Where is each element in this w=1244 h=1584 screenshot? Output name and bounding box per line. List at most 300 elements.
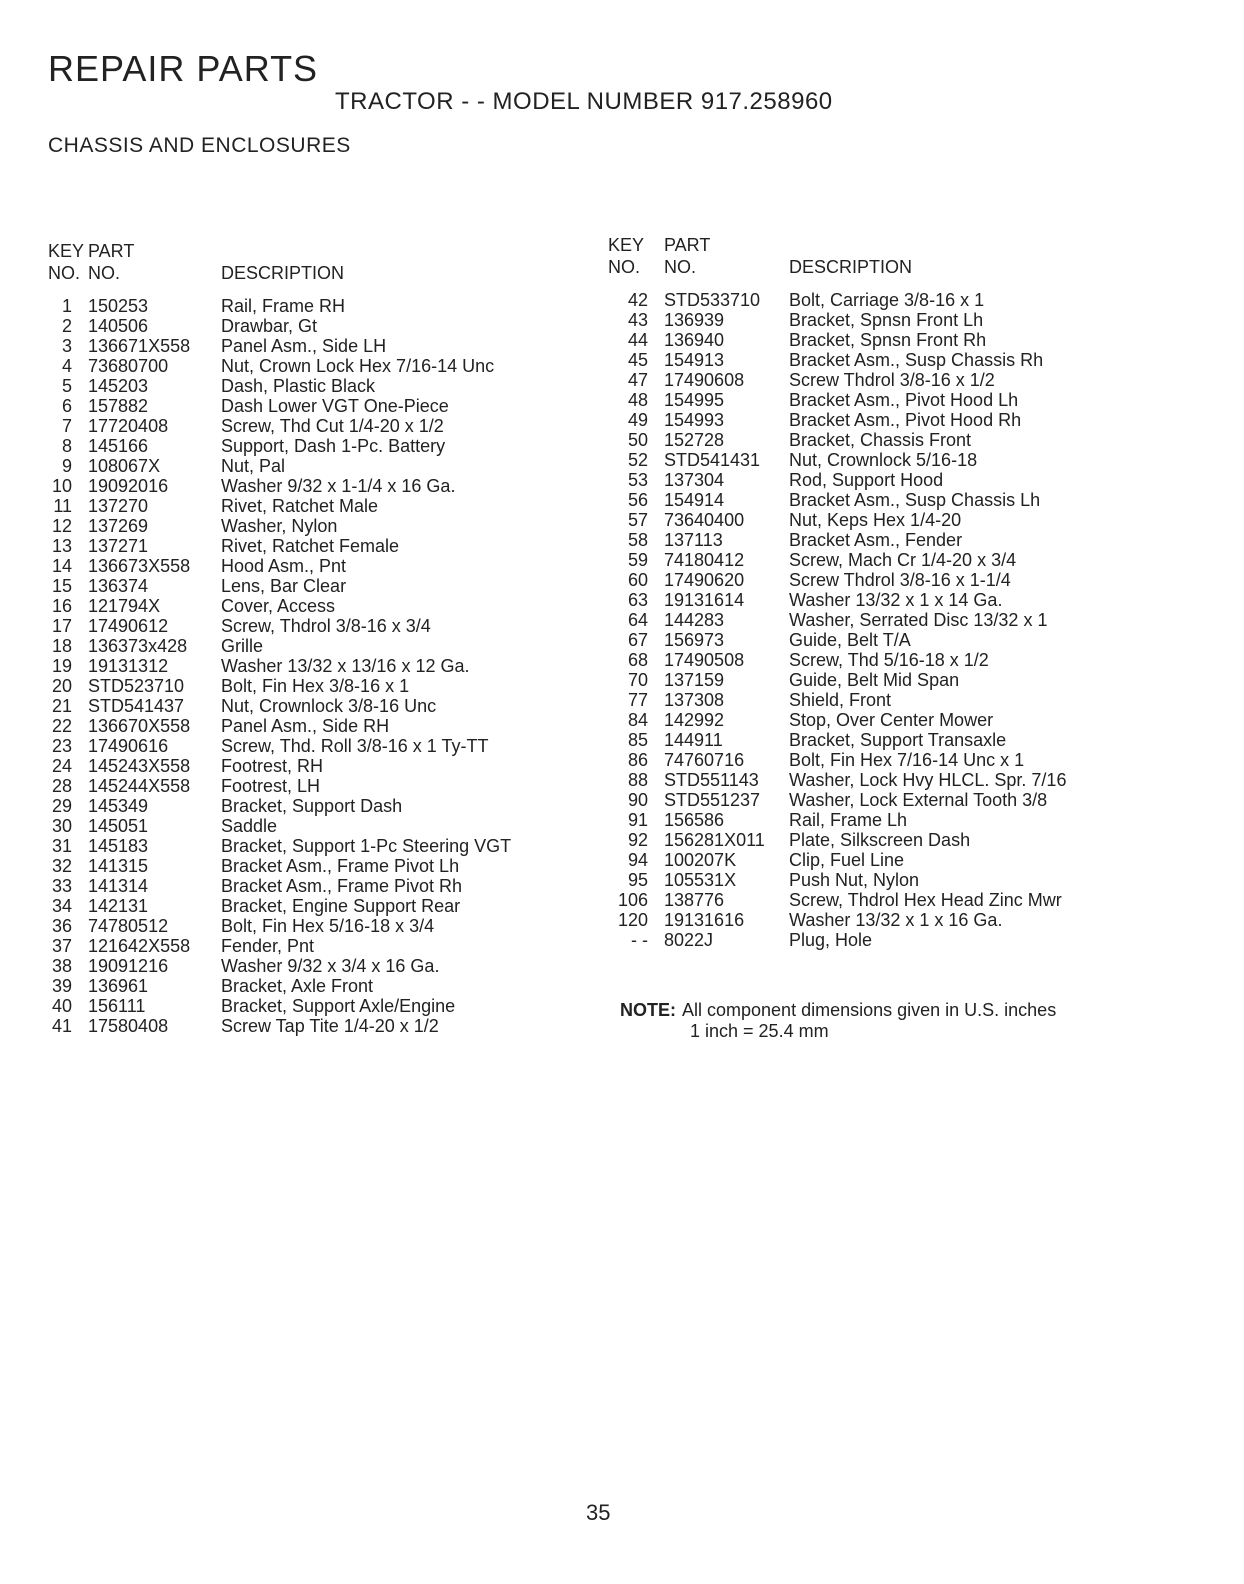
key-no-cell: 39 (51, 976, 72, 996)
parts-row (48, 876, 561, 896)
description-cell: Support, Dash 1-Pc. Battery (221, 436, 446, 456)
description-cell: Plug, Hole (789, 930, 873, 950)
note-text: All component dimensions given in U.S. inches (682, 1000, 1057, 1020)
description-cell: Washer 13/32 x 13/16 x 12 Ga. (221, 656, 470, 676)
key-no-cell: 48 (627, 390, 648, 410)
parts-row (48, 736, 561, 756)
description-cell: Panel Asm., Side LH (221, 336, 387, 356)
parts-row (48, 476, 561, 496)
parts-row (48, 656, 561, 676)
key-no-cell: 43 (627, 310, 648, 330)
part-no-cell: STD541437 (88, 696, 185, 716)
key-no-cell: 10 (51, 476, 72, 496)
parts-row (608, 890, 1119, 910)
part-no-cell: 154913 (664, 350, 725, 370)
part-no-cell: STD523710 (88, 676, 185, 696)
description-cell: Bracket, Spnsn Front Rh (789, 330, 987, 350)
key-no-cell: 86 (627, 750, 648, 770)
parts-row (608, 450, 1119, 470)
part-no-cell: 145243X558 (88, 756, 191, 776)
description-cell: Bolt, Fin Hex 3/8-16 x 1 (221, 676, 410, 696)
part-no-cell: 154914 (664, 490, 725, 510)
parts-row (608, 870, 1119, 890)
key-no-cell: 77 (627, 690, 648, 710)
description-cell: Washer 13/32 x 1 x 14 Ga. (789, 590, 1003, 610)
parts-row (48, 456, 561, 476)
parts-row (48, 356, 561, 376)
key-no-cell: 32 (51, 856, 72, 876)
parts-row (48, 676, 561, 696)
parts-row (608, 930, 1119, 950)
part-no-cell: 19092016 (88, 476, 169, 496)
parts-row (608, 910, 1119, 930)
parts-row (48, 316, 561, 336)
key-no-cell: - - (631, 930, 648, 950)
key-no-cell: 47 (627, 370, 648, 390)
part-no-cell: 8022J (664, 930, 714, 950)
key-no-cell: 60 (627, 570, 648, 590)
part-no-cell: 145183 (88, 836, 149, 856)
part-no-cell: 156281X011 (664, 830, 765, 850)
part-no-cell: 108067X (88, 456, 161, 476)
key-no-cell: 31 (51, 836, 72, 856)
key-no-cell: 53 (627, 470, 648, 490)
key-no-cell: 67 (627, 630, 648, 650)
key-no-cell: 50 (627, 430, 648, 450)
parts-row (608, 510, 1119, 530)
part-no-cell: 17490508 (664, 650, 745, 670)
key-no-cell: 58 (627, 530, 648, 550)
description-cell: Guide, Belt Mid Span (789, 670, 960, 690)
key-no-cell: 91 (627, 810, 648, 830)
parts-row (608, 610, 1119, 630)
parts-row (48, 776, 561, 796)
description-cell: Bolt, Carriage 3/8-16 x 1 (789, 290, 985, 310)
part-no-cell: 137308 (664, 690, 725, 710)
part-no-cell: 141314 (88, 876, 149, 896)
key-no-cell: 15 (51, 576, 72, 596)
key-no-cell: 68 (627, 650, 648, 670)
description-cell: Bracket Asm., Susp Chassis Rh (789, 350, 1044, 370)
description-cell: Plate, Silkscreen Dash (789, 830, 971, 850)
parts-row (48, 896, 561, 916)
parts-row (608, 330, 1119, 350)
description-cell: Footrest, LH (221, 776, 321, 796)
part-no-cell: 136670X558 (88, 716, 191, 736)
part-no-cell: 74780512 (88, 916, 169, 936)
description-cell: Washer 9/32 x 3/4 x 16 Ga. (221, 956, 440, 976)
part-no-cell: 17720408 (88, 416, 169, 436)
parts-row (608, 790, 1119, 810)
description-cell: Bracket Asm., Frame Pivot Rh (221, 876, 463, 896)
section-title: CHASSIS AND ENCLOSURES (48, 134, 351, 157)
description-header: DESCRIPTION (789, 257, 913, 277)
description-cell: Bracket Asm., Frame Pivot Lh (221, 856, 460, 876)
parts-row (608, 750, 1119, 770)
description-cell: Screw, Thd Cut 1/4-20 x 1/2 (221, 416, 444, 436)
parts-row (48, 436, 561, 456)
description-cell: Washer, Nylon (221, 516, 338, 536)
key-no-cell: 17 (51, 616, 72, 636)
key-no-cell: 11 (53, 496, 72, 516)
key-no-cell: 40 (51, 996, 72, 1016)
parts-row (608, 430, 1119, 450)
parts-row (608, 570, 1119, 590)
key-header-top: KEY (48, 241, 85, 261)
part-no-cell: 141315 (88, 856, 149, 876)
parts-row (608, 410, 1119, 430)
parts-table-left (48, 240, 561, 1036)
parts-row (608, 390, 1119, 410)
key-no-cell: 95 (627, 870, 648, 890)
parts-row (48, 556, 561, 576)
key-no-cell: 24 (51, 756, 72, 776)
key-no-cell: 90 (627, 790, 648, 810)
part-no-cell: 137270 (88, 496, 149, 516)
description-cell: Screw Thdrol 3/8-16 x 1/2 (789, 370, 995, 390)
description-cell: Bolt, Fin Hex 7/16-14 Unc x 1 (789, 750, 1025, 770)
description-cell: Shield, Front (789, 690, 892, 710)
description-cell: Dash Lower VGT One-Piece (221, 396, 449, 416)
key-no-cell: 7 (61, 416, 72, 436)
description-cell: Stop, Over Center Mower (789, 710, 994, 730)
part-header-bottom: NO. (664, 257, 697, 277)
part-no-cell: 156973 (664, 630, 725, 650)
description-cell: Saddle (221, 816, 278, 836)
parts-row (48, 836, 561, 856)
parts-row (608, 850, 1119, 870)
description-cell: Screw, Thd. Roll 3/8-16 x 1 Ty-TT (221, 736, 489, 756)
description-cell: Rivet, Ratchet Female (221, 536, 400, 556)
key-no-cell: 20 (51, 676, 72, 696)
part-no-cell: 19131616 (664, 910, 745, 930)
parts-row (48, 696, 561, 716)
key-no-cell: 9 (61, 456, 72, 476)
part-no-cell: 74760716 (664, 750, 745, 770)
description-cell: Washer, Lock Hvy HLCL. Spr. 7/16 (789, 770, 1067, 790)
part-no-cell: 17490620 (664, 570, 745, 590)
parts-row (48, 976, 561, 996)
description-cell: Screw, Thd 5/16-18 x 1/2 (789, 650, 989, 670)
description-cell: Nut, Crown Lock Hex 7/16-14 Unc (221, 356, 495, 376)
key-no-cell: 19 (51, 656, 72, 676)
key-no-cell: 33 (51, 876, 72, 896)
part-no-cell: 145051 (88, 816, 149, 836)
parts-row (48, 996, 561, 1016)
key-no-cell: 64 (627, 610, 648, 630)
parts-row (48, 916, 561, 936)
key-no-cell: 23 (51, 736, 72, 756)
parts-row (608, 830, 1119, 850)
part-header-top: PART (664, 235, 711, 255)
key-no-cell: 18 (51, 636, 72, 656)
description-cell: Bracket, Support Axle/Engine (221, 996, 456, 1016)
key-no-cell: 30 (51, 816, 72, 836)
description-cell: Clip, Fuel Line (789, 850, 905, 870)
parts-row (608, 630, 1119, 650)
description-cell: Push Nut, Nylon (789, 870, 920, 890)
part-no-cell: 73640400 (664, 510, 745, 530)
parts-table-right (608, 234, 1119, 950)
key-no-cell: 52 (627, 450, 648, 470)
part-no-cell: 19091216 (88, 956, 169, 976)
key-no-cell: 94 (627, 850, 648, 870)
parts-row (48, 396, 561, 416)
part-no-cell: 142992 (664, 710, 725, 730)
description-cell: Rod, Support Hood (789, 470, 944, 490)
parts-row (48, 856, 561, 876)
key-no-cell: 8 (61, 436, 72, 456)
part-no-cell: 144283 (664, 610, 725, 630)
key-no-cell: 5 (61, 376, 72, 396)
key-no-cell: 88 (627, 770, 648, 790)
part-no-cell: 144911 (664, 730, 723, 750)
parts-row (608, 490, 1119, 510)
description-cell: Bracket, Chassis Front (789, 430, 972, 450)
parts-row (48, 716, 561, 736)
part-no-cell: 156586 (664, 810, 725, 830)
part-no-cell: 137113 (664, 530, 723, 550)
parts-row (48, 416, 561, 436)
key-no-cell: 1 (61, 296, 72, 316)
parts-row (608, 590, 1119, 610)
part-header-top: PART (88, 241, 135, 261)
description-cell: Bracket Asm., Susp Chassis Lh (789, 490, 1041, 510)
parts-row (48, 516, 561, 536)
description-cell: Rail, Frame Lh (789, 810, 908, 830)
parts-row (608, 710, 1119, 730)
key-no-cell: 41 (51, 1016, 72, 1036)
description-cell: Bracket, Support Dash (221, 796, 403, 816)
parts-row (608, 770, 1119, 790)
parts-row (48, 816, 561, 836)
part-no-cell: 145244X558 (88, 776, 191, 796)
description-cell: Bracket, Support 1-Pc Steering VGT (221, 836, 512, 856)
part-no-cell: 138776 (664, 890, 725, 910)
dimensions-note (620, 1000, 1056, 1042)
part-no-cell: 145203 (88, 376, 149, 396)
part-no-cell: 136940 (664, 330, 725, 350)
part-no-cell: STD551143 (664, 770, 759, 790)
key-no-cell: 21 (51, 696, 72, 716)
key-no-cell: 63 (627, 590, 648, 610)
parts-row (48, 1016, 561, 1036)
part-no-cell: 73680700 (88, 356, 169, 376)
description-cell: Bracket Asm., Pivot Hood Rh (789, 410, 1022, 430)
parts-row (48, 296, 561, 316)
description-cell: Screw Thdrol 3/8-16 x 1-1/4 (789, 570, 1011, 590)
description-header: DESCRIPTION (221, 263, 345, 283)
part-no-cell: 145166 (88, 436, 149, 456)
part-no-cell: 150253 (88, 296, 149, 316)
key-no-cell: 49 (627, 410, 648, 430)
key-no-cell: 84 (627, 710, 648, 730)
part-no-cell: 136673X558 (88, 556, 191, 576)
part-no-cell: 121794X (88, 596, 161, 616)
note-conversion: 1 inch = 25.4 mm (690, 1021, 829, 1041)
parts-row (48, 756, 561, 776)
description-cell: Screw, Mach Cr 1/4-20 x 3/4 (789, 550, 1017, 570)
description-cell: Nut, Keps Hex 1/4-20 (789, 510, 962, 530)
key-no-cell: 29 (51, 796, 72, 816)
part-no-cell: 145349 (88, 796, 149, 816)
description-cell: Bracket, Support Transaxle (789, 730, 1007, 750)
key-no-cell: 12 (51, 516, 72, 536)
part-no-cell: 140506 (88, 316, 149, 336)
key-no-cell: 6 (61, 396, 72, 416)
description-cell: Screw, Thdrol 3/8-16 x 3/4 (221, 616, 431, 636)
part-no-cell: 137271 (88, 536, 149, 556)
description-cell: Cover, Access (221, 596, 336, 616)
part-no-cell: 137269 (88, 516, 149, 536)
parts-row (48, 336, 561, 356)
key-no-cell: 59 (627, 550, 648, 570)
part-no-cell: 74180412 (664, 550, 745, 570)
parts-row (608, 550, 1119, 570)
page-number: 35 (586, 1500, 611, 1525)
description-cell: Bracket Asm., Fender (789, 530, 963, 550)
part-no-cell: 154995 (664, 390, 725, 410)
part-no-cell: 142131 (88, 896, 149, 916)
key-no-cell: 4 (61, 356, 72, 376)
description-cell: Rivet, Ratchet Male (221, 496, 379, 516)
parts-row (608, 470, 1119, 490)
part-no-cell: 19131312 (88, 656, 169, 676)
description-cell: Washer 13/32 x 1 x 16 Ga. (789, 910, 1003, 930)
key-no-cell: 16 (51, 596, 72, 616)
key-no-cell: 14 (51, 556, 72, 576)
description-cell: Fender, Pnt (221, 936, 315, 956)
part-no-cell: 136373x428 (88, 636, 188, 656)
description-cell: Rail, Frame RH (221, 296, 346, 316)
parts-row (608, 650, 1119, 670)
description-cell: Washer 9/32 x 1-1/4 x 16 Ga. (221, 476, 456, 496)
parts-row (608, 310, 1119, 330)
description-cell: Bracket Asm., Pivot Hood Lh (789, 390, 1019, 410)
description-cell: Footrest, RH (221, 756, 324, 776)
note-label: NOTE: (620, 1000, 676, 1020)
key-no-cell: 44 (627, 330, 648, 350)
key-header-bottom: NO. (608, 257, 641, 277)
parts-row (48, 956, 561, 976)
part-no-cell: 156111 (88, 996, 146, 1016)
key-header-top: KEY (608, 235, 645, 255)
description-cell: Guide, Belt T/A (789, 630, 911, 650)
part-no-cell: 136671X558 (88, 336, 191, 356)
part-no-cell: 137159 (664, 670, 725, 690)
key-no-cell: 57 (627, 510, 648, 530)
key-no-cell: 38 (51, 956, 72, 976)
description-cell: Hood Asm., Pnt (221, 556, 347, 576)
parts-row (48, 576, 561, 596)
description-cell: Bolt, Fin Hex 5/16-18 x 3/4 (221, 916, 435, 936)
parts-row (608, 530, 1119, 550)
parts-row (608, 350, 1119, 370)
description-cell: Lens, Bar Clear (221, 576, 347, 596)
part-no-cell: 136939 (664, 310, 725, 330)
parts-row (48, 616, 561, 636)
part-no-cell: 152728 (664, 430, 725, 450)
description-cell: Screw, Thdrol Hex Head Zinc Mwr (789, 890, 1062, 910)
key-no-cell: 85 (627, 730, 648, 750)
key-no-cell: 36 (51, 916, 72, 936)
part-no-cell: STD551237 (664, 790, 761, 810)
description-cell: Washer, Lock External Tooth 3/8 (789, 790, 1048, 810)
description-cell: Grille (221, 636, 264, 656)
part-header-bottom: NO. (88, 263, 121, 283)
part-no-cell: 121642X558 (88, 936, 191, 956)
key-no-cell: 45 (627, 350, 648, 370)
part-no-cell: 136374 (88, 576, 149, 596)
description-cell: Bracket, Engine Support Rear (221, 896, 461, 916)
part-no-cell: 17580408 (88, 1016, 169, 1036)
key-no-cell: 13 (51, 536, 72, 556)
key-no-cell: 70 (627, 670, 648, 690)
parts-row (608, 730, 1119, 750)
parts-row (608, 670, 1119, 690)
description-cell: Washer, Serrated Disc 13/32 x 1 (789, 610, 1048, 630)
description-cell: Screw Tap Tite 1/4-20 x 1/2 (221, 1016, 439, 1036)
key-no-cell: 28 (51, 776, 72, 796)
part-no-cell: 154993 (664, 410, 725, 430)
description-cell: Panel Asm., Side RH (221, 716, 390, 736)
part-no-cell: 137304 (664, 470, 725, 490)
key-no-cell: 2 (61, 316, 72, 336)
part-no-cell: 17490616 (88, 736, 169, 756)
parts-row (608, 370, 1119, 390)
parts-row (48, 636, 561, 656)
key-no-cell: 56 (627, 490, 648, 510)
parts-row (48, 536, 561, 556)
description-cell: Dash, Plastic Black (221, 376, 376, 396)
parts-row (48, 796, 561, 816)
description-cell: Drawbar, Gt (221, 316, 318, 336)
key-no-cell: 37 (51, 936, 72, 956)
key-no-cell: 120 (617, 910, 648, 930)
part-no-cell: 19131614 (664, 590, 745, 610)
parts-row (48, 596, 561, 616)
model-number-heading: TRACTOR - - MODEL NUMBER 917.258960 (335, 88, 833, 115)
description-cell: Nut, Pal (221, 456, 286, 476)
part-no-cell: 157882 (88, 396, 149, 416)
key-no-cell: 106 (617, 890, 648, 910)
part-no-cell: 100207K (664, 850, 737, 870)
key-header-bottom: NO. (48, 263, 81, 283)
description-cell: Nut, Crownlock 5/16-18 (789, 450, 978, 470)
part-no-cell: 136961 (88, 976, 149, 996)
key-no-cell: 22 (51, 716, 72, 736)
parts-row (48, 496, 561, 516)
description-cell: Bracket, Spnsn Front Lh (789, 310, 984, 330)
part-no-cell: STD541431 (664, 450, 761, 470)
description-cell: Bracket, Axle Front (221, 976, 374, 996)
key-no-cell: 42 (627, 290, 648, 310)
description-cell: Nut, Crownlock 3/8-16 Unc (221, 696, 437, 716)
parts-row (608, 290, 1119, 310)
parts-row (608, 690, 1119, 710)
part-no-cell: 17490612 (88, 616, 169, 636)
parts-list-left (48, 296, 561, 1036)
parts-row (48, 936, 561, 956)
key-no-cell: 92 (627, 830, 648, 850)
part-no-cell: 105531X (664, 870, 737, 890)
parts-row (48, 376, 561, 396)
parts-list-right (608, 290, 1119, 950)
page-title: REPAIR PARTS (48, 48, 319, 89)
part-no-cell: 17490608 (664, 370, 745, 390)
parts-row (608, 810, 1119, 830)
key-no-cell: 3 (61, 336, 72, 356)
